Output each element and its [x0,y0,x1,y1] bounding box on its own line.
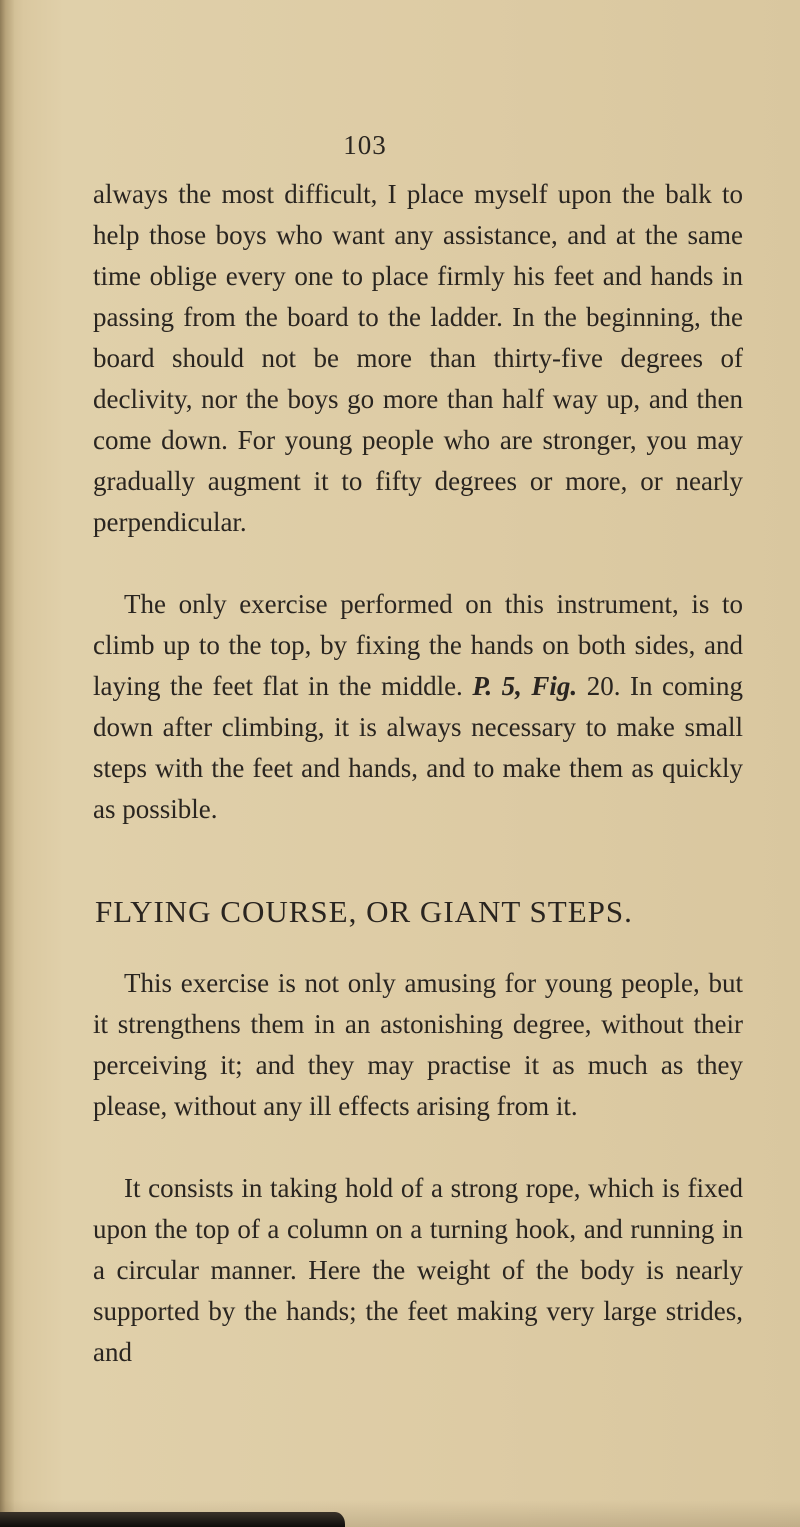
page-number: 103 [343,130,387,160]
paragraph-2-start: The only exercise performed on this instrument, is to climb up to the top, by fixing the hands on both sides, and laying the feet flat in the middle. [93,589,743,701]
paragraph-1 [93,174,743,543]
scan-edge-shadow [0,1512,345,1527]
paragraph-2-text [93,584,743,830]
paragraph-3 [93,963,743,1127]
paragraph-4 [93,1168,743,1373]
paragraph-1-text: always the most difficult, I place myself upon the balk to help those boys who want any assistance, and at the same time oblige every one to place firmly his feet and hands in passing from the board to the ladder. In the beginning, the board should not be more than thirty-five degrees of declivity, nor the boys go more than half way up, and then come down. For young people who are stronger, you may gradually augment it to fifty degrees or more, or nearly perpendicular. [93,179,743,537]
section-heading: FLYING COURSE, OR GIANT STEPS. [95,894,633,929]
figure-reference: P. 5, Fig. [472,671,578,701]
paragraph-3-text: This exercise is not only amusing for young people, but it strengthens them in an astonishing degree, without their perceiving it; and they may practise it as much as they please, without any ill effects arising from it. [93,968,743,1121]
paragraph-4-text: It consists in taking hold of a strong rope, which is fixed upon the top of a column on a turning hook, and running in a circular manner. Here the weight of the body is nearly supported by the hands; the feet making very large strides, and [93,1173,743,1367]
paragraph-2 [93,584,743,830]
paragraph-2-end: 20. In coming down after climbing, it is always necessary to make small steps with the feet and hands, and to make them as quickly as possible. [93,671,744,824]
page-binding-edge [0,0,14,1527]
